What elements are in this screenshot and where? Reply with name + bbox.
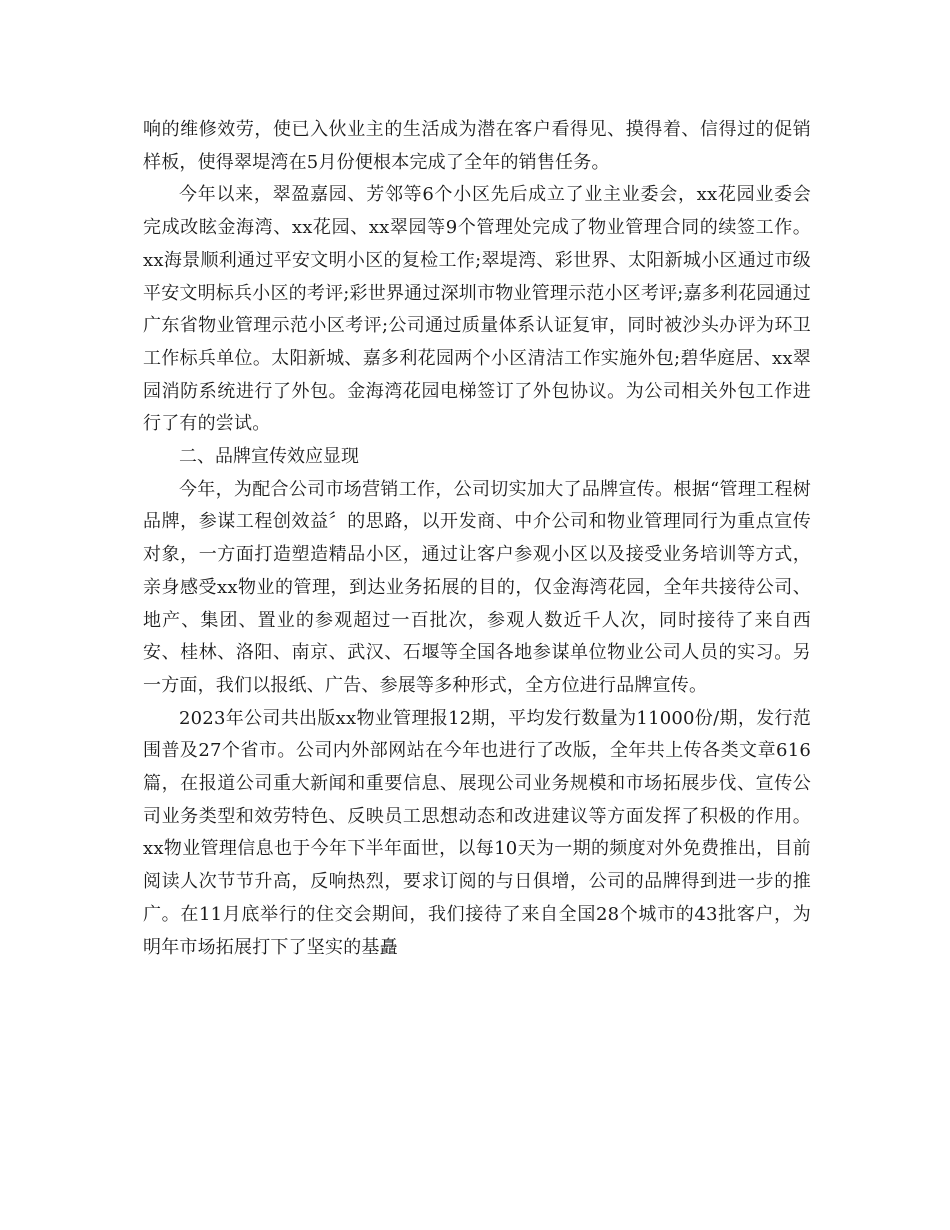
document-page <box>143 114 811 964</box>
paragraph-continuation: 响的维修效劳，使已入伙业主的生活成为潜在客户看得见、摸得着、信得过的促销样板，使得翠堤湾在5月份便根本完成了全年的销售任务。 <box>143 119 811 173</box>
section-heading-brand: 二、品牌宣传效应显现 <box>179 446 359 468</box>
paragraph-brand-promotion: 今年，为配合公司市场营销工作，公司切实加大了品牌宣传。根据“管理工程树品牌，参谋工程创效益〞的思路，以开发商、中介公司和物业管理同行为重点宣传对象，一方面打造塑造精品小区，通过让客户参观小区以及接受业务培训等方式，亲身感受xx物业的管理，到达业务拓展的目的，仅金海湾花园，全年共接待公司、地产、集团、置业的参观超过一百批次，参观人数近千人次，同时接待了来自西安、桂林、洛阳、南京、武汉、石堰等全国各地参谋单位物业公司人员的实习。另一方面，我们以报纸、广告、参展等多种形式，全方位进行品牌宣传。 <box>143 478 811 696</box>
paragraph-committees: 今年以来，翠盈嘉园、芳邻等6个小区先后成立了业主业委会，xx花园业委会完成改眩金海湾、xx花园、xx翠园等9个管理处完成了物业管理合同的续签工作。xx海景顺利通过平安文明小区的复检工作;翠堤湾、彩世界、太阳新城小区通过市级平安文明标兵小区的考评;彩世界通过深圳市物业管理示范小区考评;嘉多利花园通过广东省物业管理示范小区考评;公司通过质量体系认证复审，同时被沙头办评为环卫工作标兵单位。太阳新城、嘉多利花园两个小区清洁工作实施外包;碧华庭居、xx翠园消防系统进行了外包。金海湾花园电梯签订了外包协议。为公司相关外包工作进行了有的尝试。 <box>143 184 811 435</box>
paragraph-publications: 2023年公司共出版xx物业管理报12期，平均发行数量为11000份/期，发行范围普及27个省市。公司内外部网站在今年也进行了改版，全年共上传各类文章616篇，在报道公司重大新闻和重要信息、展现公司业务规模和市场拓展步伐、宣传公司业务类型和效劳特色、反映员工思想动态和改进建议等方面发挥了积极的作用。xx物业管理信息也于今年下半年面世，以每10天为一期的频度对外免费推出，目前阅读人次节节升高，反响热烈，要求订阅的与日俱增，公司的品牌得到进一步的推广。在11月底举行的住交会期间，我们接待了来自全国28个城市的43批客户，为明年市场拓展打下了坚实的基矗 <box>143 707 811 958</box>
